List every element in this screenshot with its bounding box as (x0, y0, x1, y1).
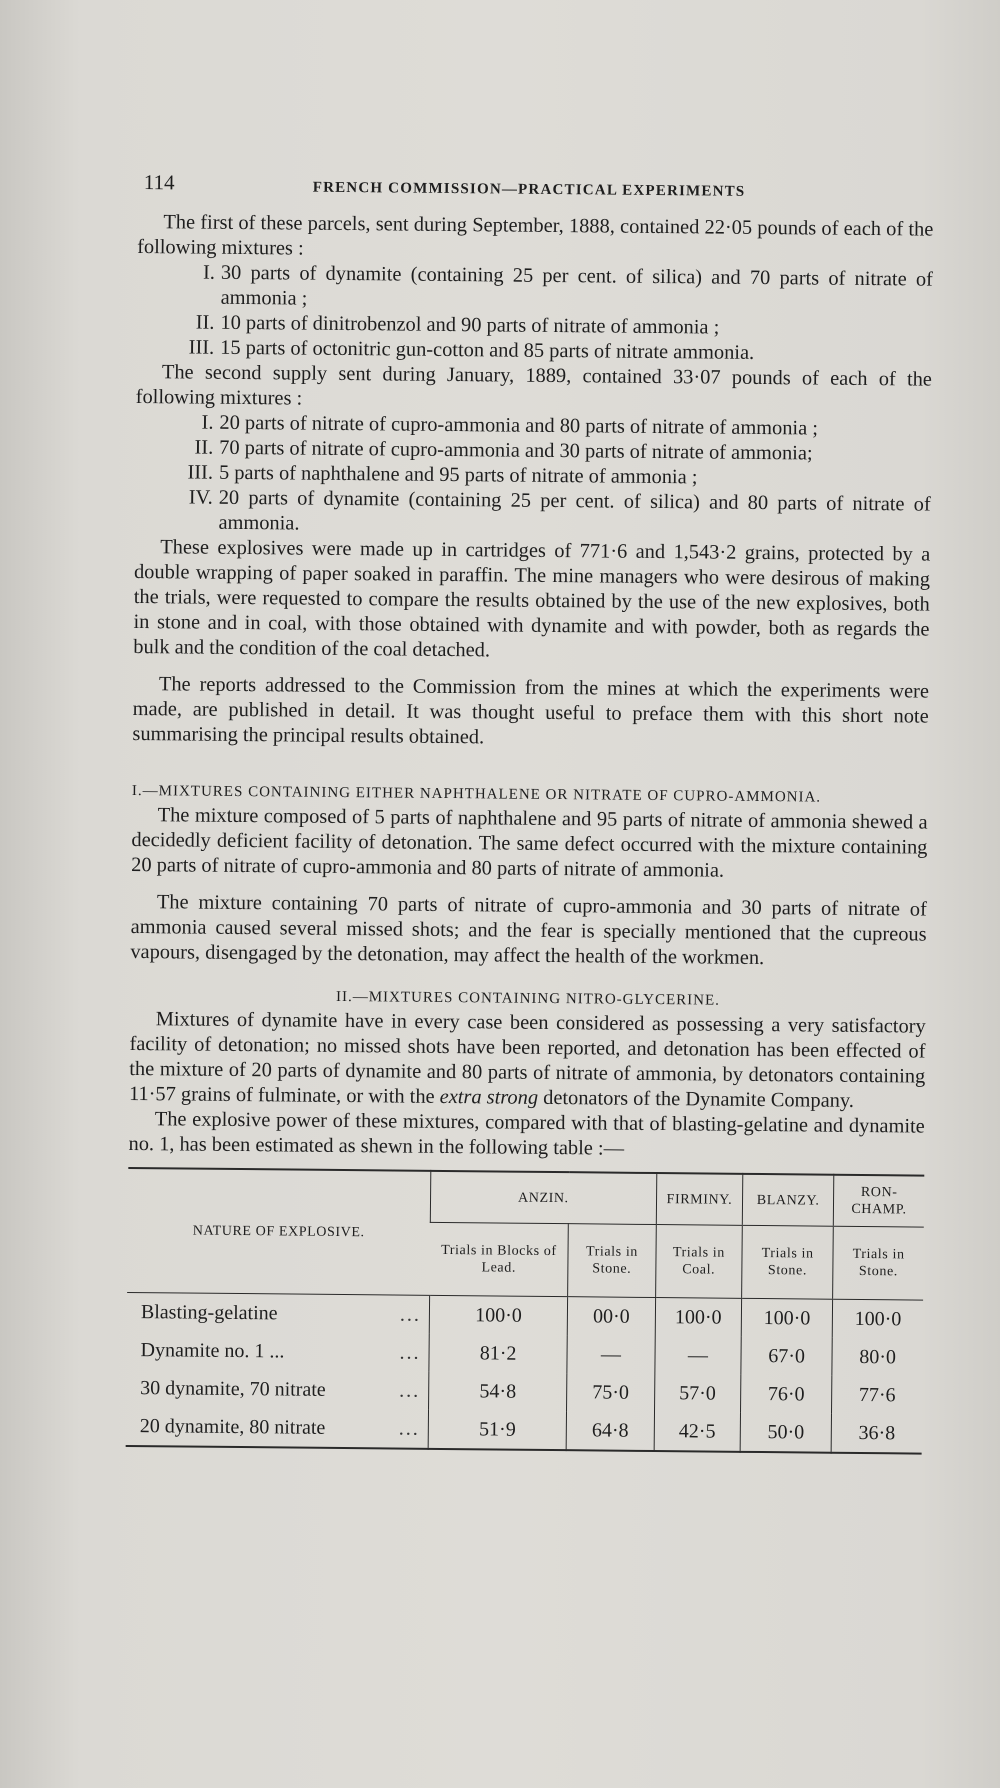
text-run: Mixtures of dynamite have in every case been considered as possessing a very satisfactory facility of detonation; no missed shots have been reported, and detonation has been effected of the mixture of 20 parts of dynamite and 80 parts of nitrate of ammonia, by detonators containing 11·57 grains of fulminate, or with the (128, 1008, 926, 1108)
table-cell: 100·0 (655, 1298, 742, 1337)
row-label (126, 1407, 429, 1449)
table-cell: 75·0 (567, 1373, 655, 1412)
first-mixtures-list (136, 260, 933, 368)
table-cell: 51·9 (428, 1410, 567, 1450)
subheader: Trials in Stone. (568, 1224, 656, 1298)
table-cell: 67·0 (741, 1337, 832, 1376)
subheader: Trials in Stone. (742, 1225, 834, 1299)
group-header-anzin: ANZIN. (430, 1171, 656, 1225)
row-name: Blasting-gelatine (140, 1300, 278, 1324)
section-2-paragraph-1 (129, 1007, 926, 1115)
list-number: III. (187, 461, 214, 484)
table-cell: 50·0 (740, 1413, 831, 1453)
table-cell: — (655, 1336, 742, 1375)
subheader: Trials in Blocks of Lead. (430, 1222, 569, 1296)
list-number: III. (188, 336, 215, 359)
section-2-paragraph-2: The explosive power of these mixtures, compared with that of blasting-gelatine and dynamite no. 1, has been estimated as shewn in the following table :— (128, 1108, 925, 1160)
section-1-paragraph-2: The mixture containing 70 parts of nitrate of cupro-ammonia and 30 parts of nitrate of ammonia caused several missed shots; and the fear is specially mentioned that the cupreous vapours, disengaged by the detonation, may affect the health of the workmen. (130, 891, 927, 970)
list-text: 20 parts of dynamite (containing 25 per cent. of silica) and 80 parts of nitrate of ammonia. (218, 486, 931, 535)
section-1-paragraph-1: The mixture composed of 5 parts of naphthalene and 95 parts of nitrate of ammonia shewed a decidedly deficient facility of detonation. The same defect occurred with the mixture containing 20 parts of nitrate of cupro-ammonia and 80 parts of nitrate of ammonia. (131, 804, 928, 882)
explosives-paragraph: These explosives were made up in cartridges of 771·6 and 1,543·2 grains, protected by a double wrapping of paper soaked in paraffin. The mine managers who were desirous of making the trials, were requested to compare the results obtained by the use of the new explosives, both in stone and in coal, with those obtained with dynamite and with powder, both as regards the bulk and the condition of the coal detached. (133, 536, 931, 662)
table-header-row (128, 1168, 924, 1227)
table-cell: 64·8 (566, 1411, 654, 1451)
table-cell: 54·8 (429, 1372, 568, 1411)
results-table (126, 1167, 925, 1455)
table-cell: 77·6 (832, 1376, 923, 1415)
nature-header: NATURE OF EXPLOSIVE. (127, 1168, 431, 1295)
intro-paragraph: The first of these parcels, sent during September, 1888, contained 22·05 pounds of each of the following mixtures : (137, 211, 934, 260)
list-item (137, 260, 933, 318)
page-content (126, 160, 934, 1455)
table-cell: 42·5 (654, 1412, 741, 1452)
section-1-heading: I.—MIXTURES CONTAINING EITHER NAPHTHALENE OR NITRATE OF CUPRO-AMMONIA. (131, 782, 822, 806)
group-header-firminy: FIRMINY. (656, 1173, 743, 1225)
section-2-heading: II.—MIXTURES CONTAINING NITRO-GLYCERINE. (335, 988, 721, 1009)
table-cell: 00·0 (567, 1297, 655, 1336)
leader-dots: ... (398, 1417, 420, 1440)
list-text: 70 parts of nitrate of cupro-ammonia and 30 parts of nitrate of ammonia; (219, 436, 813, 465)
list-text: 15 parts of octonitric gun-cotton and 85 parts of nitrate ammonia. (220, 336, 755, 364)
second-mixtures-list (134, 410, 931, 543)
running-head: FRENCH COMMISSION—PRACTICAL EXPERIMENTS (312, 179, 746, 200)
list-number: I. (201, 411, 214, 434)
table-cell: 100·0 (832, 1299, 923, 1338)
text-run: detonators of the Dynamite Company. (537, 1086, 854, 1112)
group-header-ronchamp: RON- CHAMP. (833, 1175, 924, 1227)
leader-dots: ... (399, 1303, 422, 1326)
emphasis-text: extra strong (439, 1085, 539, 1109)
row-label (126, 1331, 429, 1372)
row-name: 20 dynamite, 80 nitrate (139, 1414, 326, 1439)
leader-dots: ... (399, 1379, 421, 1402)
row-name: Dynamite no. 1 ... (140, 1338, 285, 1362)
page-header (138, 160, 934, 218)
group-header-blanzy: BLANZY. (742, 1174, 834, 1226)
table-cell: 36·8 (831, 1414, 922, 1454)
list-number: II. (195, 311, 215, 334)
table-cell: — (567, 1335, 655, 1374)
reports-paragraph: The reports addressed to the Commission from the mines at which the experiments were made, are published in detail. It was thought useful to preface them with this short note summarising the principal results obtained. (132, 673, 930, 749)
page-number: 114 (143, 170, 175, 195)
subheader: Trials in Coal. (655, 1225, 742, 1299)
leader-dots: ... (399, 1341, 421, 1364)
list-number: II. (194, 436, 214, 459)
table-cell: 57·0 (654, 1374, 741, 1413)
list-text: 10 parts of dinitrobenzol and 90 parts of nitrate of ammonia ; (220, 311, 720, 339)
list-text: 30 parts of dynamite (containing 25 per cent. of silica) and 70 parts of nitrate of ammonia ; (220, 261, 933, 310)
second-supply-paragraph: The second supply sent during January, 1889, contained 33·07 pounds of each of the following mixtures : (135, 361, 933, 410)
table-row (126, 1407, 922, 1454)
list-number: I. (202, 261, 216, 284)
table-cell: 80·0 (832, 1338, 923, 1377)
subheader: Trials in Stone. (833, 1226, 924, 1300)
table-cell: 76·0 (741, 1375, 832, 1414)
list-number: IV. (188, 486, 213, 509)
table-cell: 100·0 (429, 1295, 568, 1335)
row-label (127, 1292, 430, 1333)
row-label (126, 1369, 429, 1410)
table-cell: 81·2 (429, 1334, 568, 1373)
list-text: 5 parts of naphthalene and 95 parts of nitrate of ammonia ; (218, 461, 698, 489)
list-item (134, 485, 930, 543)
row-name: 30 dynamite, 70 nitrate (140, 1376, 326, 1401)
table-cell: 100·0 (741, 1298, 832, 1337)
list-text: 20 parts of nitrate of cupro-ammonia and 80 parts of nitrate of ammonia ; (219, 411, 819, 440)
